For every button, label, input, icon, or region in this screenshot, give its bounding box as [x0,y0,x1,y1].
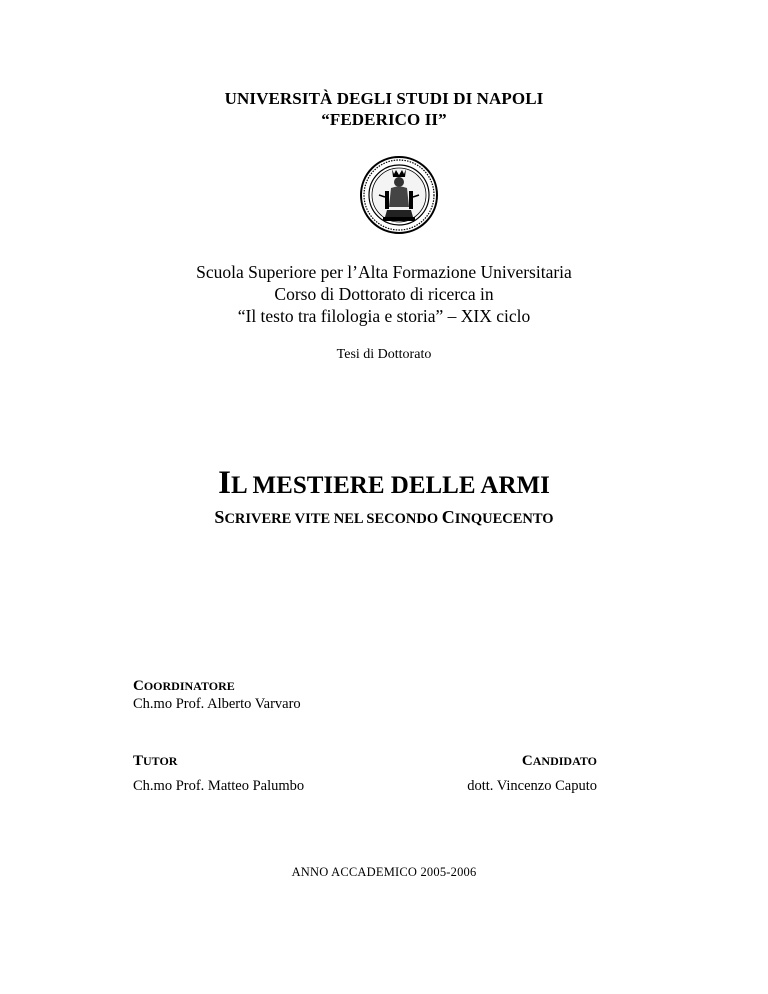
candidate-label [420,753,597,769]
university-name-line1: UNIVERSITÀ DEGLI STUDI DI NAPOLI [224,89,544,108]
school-line2: Corso di Dottorato di ricerca in [274,284,494,304]
tutor-name: Ch.mo Prof. Matteo Palumbo [133,778,305,794]
thesis-subtitle [0,507,768,529]
thesis-title [0,467,768,502]
university-name [0,88,768,130]
thesis-type: Tesi di Dottorato [336,347,432,362]
university-name-line2: “FEDERICO II” [321,110,447,129]
subtitle-initial-1: S [214,507,225,527]
school-info [0,261,768,327]
coordinator-name: Ch.mo Prof. Alberto Varvaro [133,696,301,712]
coordinator-label-rest: OORDINATORE [143,679,235,693]
candidate-name: dott. Vincenzo Caputo [467,778,597,794]
thesis-title-initial: I [218,465,231,501]
tutor-label [133,753,177,769]
coordinator-label-initial: C [133,678,144,694]
school-line1: Scuola Superiore per l’Alta Formazione Universitaria [196,262,572,282]
coordinator-label [133,678,235,694]
subtitle-rest-1: CRIVERE VITE NEL SECONDO [224,511,442,527]
tutor-label-rest: UTOR [143,754,178,768]
candidate-label-rest: ANDIDATO [532,754,597,768]
school-line3: “Il testo tra filologia e storia” – XIX ciclo [237,306,531,326]
tutor-label-initial: T [133,753,144,769]
academic-year: ANNO ACCADEMICO 2005-2006 [291,865,477,879]
subtitle-initial-2: C [441,507,455,527]
university-seal-icon [359,155,439,235]
thesis-title-rest: L MESTIERE DELLE ARMI [231,472,550,499]
subtitle-rest-2: INQUECENTO [454,511,554,527]
candidate-label-initial: C [521,753,533,769]
